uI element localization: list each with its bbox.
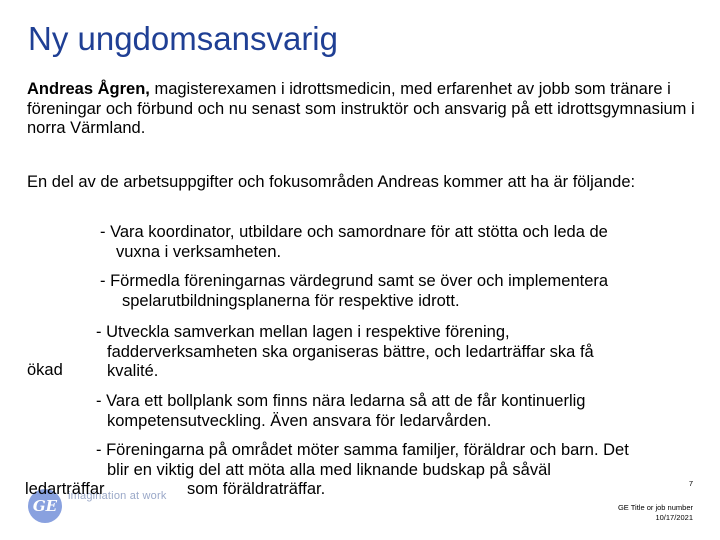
task-line: - Utveckla samverkan mellan lagen i respektive förening, [96, 323, 510, 341]
stray-text-okad: ökad [27, 361, 63, 379]
stray-text-foraldratraffar: som föräldraträffar. [187, 480, 326, 498]
task-item [100, 272, 608, 311]
task-line: - Vara ett bollplank som finns nära ledarna så att de får kontinuerlig [96, 392, 586, 410]
task-item [100, 223, 608, 262]
task-line: blir en viktig del att möta alla med liknande budskap på såväl [107, 460, 551, 479]
task-item [96, 392, 585, 431]
task-item [96, 323, 594, 382]
task-item [96, 441, 629, 480]
task-line: kompetensutveckling. Även ansvara för ledarvården. [107, 411, 492, 430]
page-number: 7 [688, 479, 693, 488]
intro-paragraph [27, 80, 707, 139]
footer-title: GE Title or job number [617, 503, 693, 512]
stray-text-ledartraffar: ledarträffar [25, 480, 105, 498]
task-line: - Föreningarna på området möter samma familjer, föräldrar och barn. Det [96, 441, 629, 459]
task-line: - Förmedla föreningarnas värdegrund samt se över och implementera [100, 272, 609, 290]
lead-paragraph: En del av de arbetsuppgifter och fokusområden Andreas kommer att ha är följande: [27, 173, 636, 191]
intro-text: magisterexamen i idrottsmedicin, med erfarenhet av jobb som tränare i föreningar och förbund och nu senast som instruktör och ansvarig på ett idrottsgymnasium i norra Värmland. [27, 80, 695, 137]
slide-title: Ny ungdomsansvarig [28, 20, 338, 57]
task-line: kvalité. [107, 362, 159, 380]
brand-tagline: imagination at work [68, 490, 167, 502]
task-line: fadderverksamheten ska organiseras bättre, och ledarträffar ska få [107, 342, 594, 361]
footer-date: 10/17/2021 [655, 513, 693, 522]
task-line: - Vara koordinator, utbildare och samordnare för att stötta och leda de [100, 223, 608, 241]
intro-name: Andreas Ågren, [27, 80, 150, 98]
task-line: vuxna i verksamheten. [116, 242, 282, 261]
logo-text: GE [32, 497, 58, 515]
task-line: spelarutbildningsplanerna för respektive idrott. [122, 291, 460, 310]
